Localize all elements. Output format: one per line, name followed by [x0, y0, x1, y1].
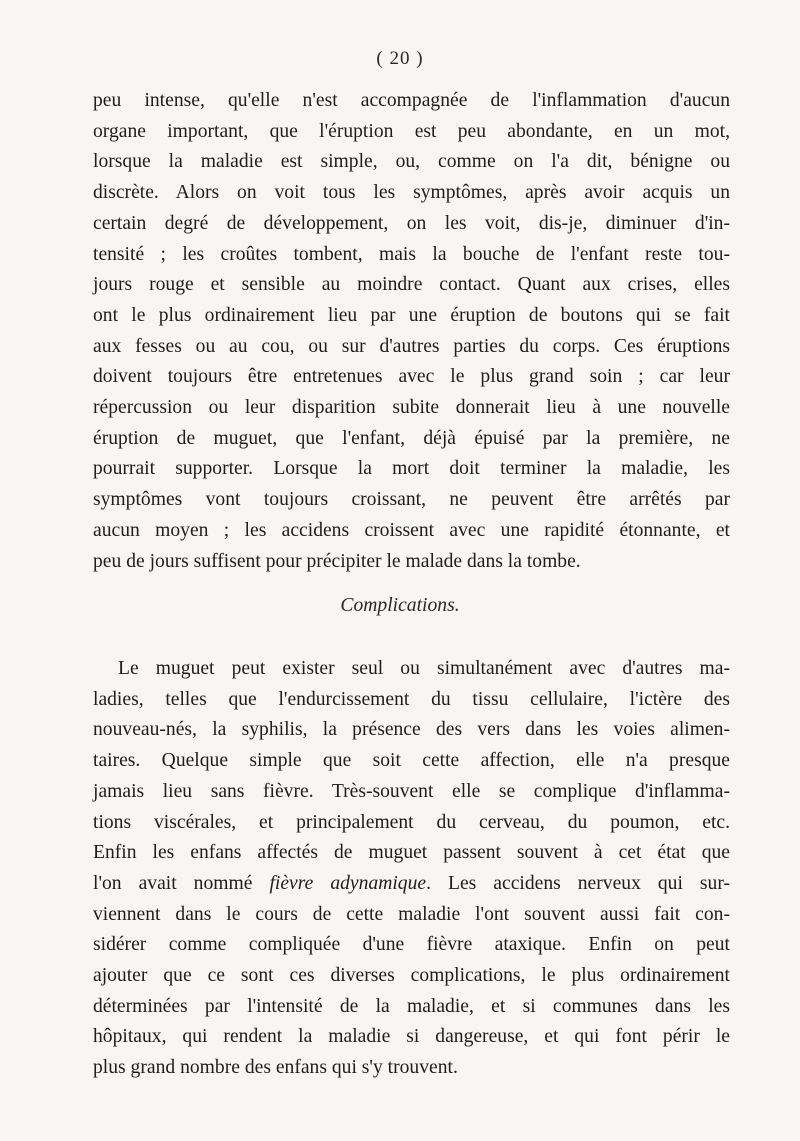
text-line: peu intense, qu'elle n'est accompagnée de l'inflammation d'aucun — [93, 90, 730, 111]
text-line: aux fesses ou au cou, ou sur d'autres parties du corps. Ces éruptions — [93, 335, 730, 357]
text-line: ladies, telles que l'endurcissement du tissu cellulaire, l'ictère des — [93, 688, 730, 710]
paragraph-symptoms — [93, 86, 730, 577]
text-line: certain degré de développement, on les voit, dis-je, diminuer d'in- — [93, 212, 730, 234]
text-line: discrète. Alors on voit tous les symptômes, après avoir acquis un — [93, 182, 730, 204]
text-line: répercussion ou leur disparition subite donnerait lieu à une nouvelle — [93, 397, 730, 419]
paragraph-complications — [93, 654, 730, 1084]
text-line: Enfin les enfans affectés de muguet passent souvent à cet état que — [93, 842, 730, 864]
text-line: ajouter que ce sont ces diverses complications, le plus ordinairement — [93, 965, 730, 987]
text-line: aucun moyen ; les accidens croissent avec une rapidité étonnante, et — [93, 519, 730, 541]
text-line: jamais lieu sans fièvre. Très-souvent elle se complique d'inflamma- — [93, 780, 730, 802]
text-line: ont le plus ordinairement lieu par une éruption de boutons qui se fait — [93, 304, 730, 326]
text-line: taires. Quelque simple que soit cette affection, elle n'a presque — [93, 750, 730, 772]
text-line: sidérer comme compliquée d'une fièvre ataxique. Enfin on peut — [93, 934, 730, 956]
section-heading: Complications. — [340, 595, 460, 616]
text-line: Le muguet peut exister seul ou simultanément avec d'autres ma- — [118, 658, 730, 679]
page-number: ( 20 ) — [376, 48, 424, 69]
text-line: éruption de muguet, que l'enfant, déjà épuisé par la première, ne — [93, 427, 730, 449]
text-line: jours rouge et sensible au moindre contact. Quant aux crises, elles — [93, 274, 730, 296]
text-fragment: l'on avait nommé — [93, 872, 253, 894]
text-line: lorsque la maladie est simple, ou, comme on l'a dit, bénigne ou — [93, 151, 730, 173]
text-line: déterminées par l'intensité de la maladie, et si communes dans les — [93, 995, 730, 1017]
text-line: peu de jours suffisent pour précipiter le malade dans la tombe. — [93, 550, 581, 572]
text-line-with-italic — [93, 869, 730, 900]
text-line: plus grand nombre des enfans qui s'y trouvent. — [93, 1057, 458, 1079]
text-line: viennent dans le cours de cette maladie l'ont souvent aussi fait con- — [93, 903, 730, 925]
text-line: nouveau-nés, la syphilis, la présence des vers dans les voies alimen- — [93, 719, 730, 741]
text-line: hôpitaux, qui rendent la maladie si dangereuse, et qui font périr le — [93, 1026, 730, 1048]
italic-term: fièvre adynamique — [269, 872, 427, 894]
text-line: organe important, que l'éruption est peu abondante, en un mot, — [93, 120, 730, 142]
text-line: symptômes vont toujours croissant, ne peuvent être arrêtés par — [93, 489, 730, 511]
text-line: tions viscérales, et principalement du cerveau, du poumon, etc. — [93, 811, 730, 833]
text-fragment: . Les accidens nerveux qui sur- — [426, 872, 731, 894]
text-line: pourrait supporter. Lorsque la mort doit terminer la maladie, les — [93, 458, 730, 480]
text-line: tensité ; les croûtes tombent, mais la bouche de l'enfant reste tou- — [93, 243, 730, 265]
text-line: doivent toujours être entretenues avec le plus grand soin ; car leur — [93, 366, 730, 388]
